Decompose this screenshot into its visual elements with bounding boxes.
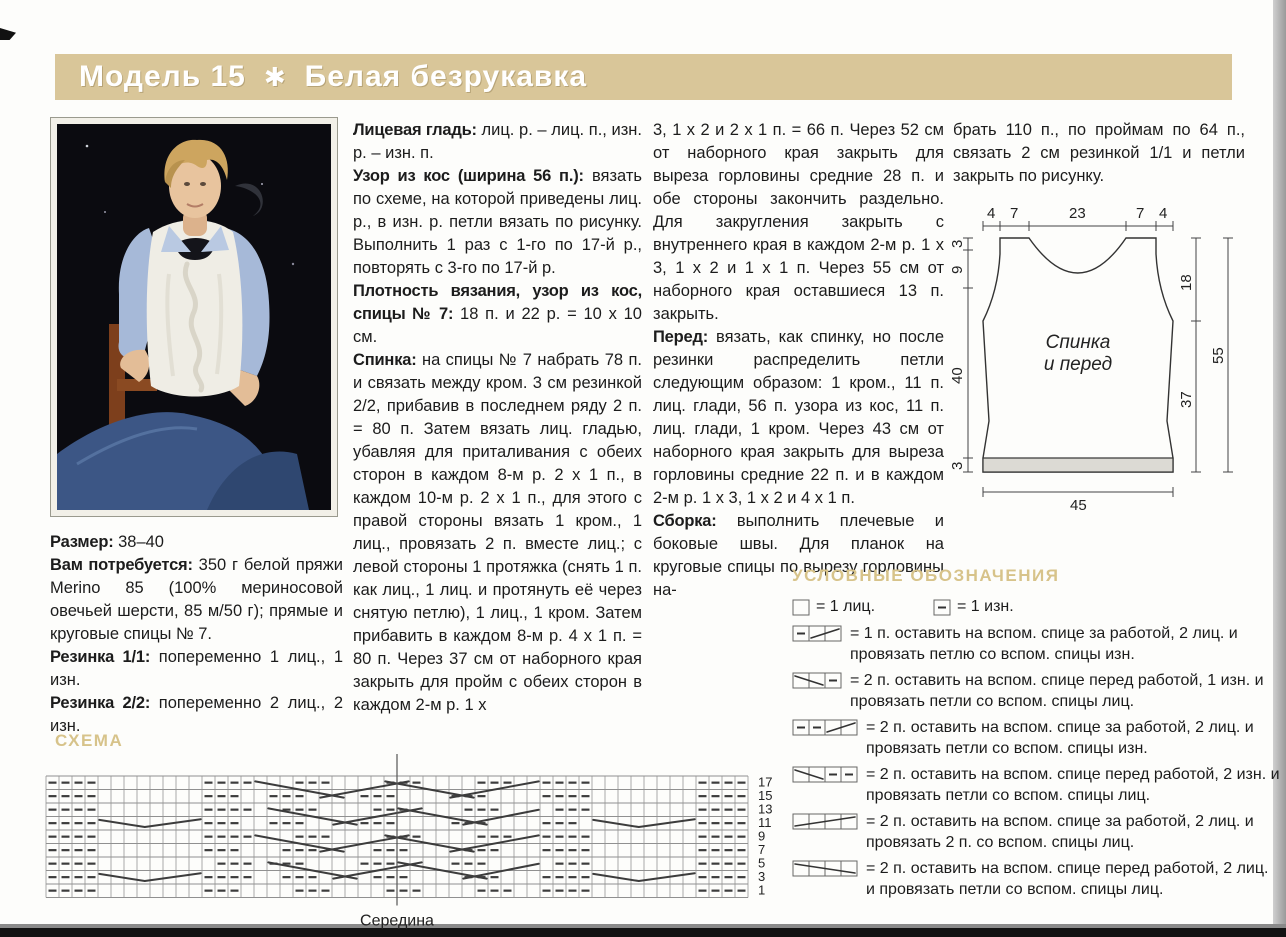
svg-text:1: 1: [758, 882, 766, 898]
page-title: Белая безрукавка: [304, 60, 588, 93]
svg-text:Середина: Середина: [360, 912, 434, 930]
knitting-chart: [44, 752, 782, 937]
text-paragraph: Вам потребуется: 350 г белой пряжи Merino 85 (100% мериносовой овечьей шерсти, 85 м/50 г); прямые и круговые спицы № 7.: [50, 556, 343, 643]
legend-symbol-c3b-icon: [792, 625, 842, 642]
legend-item-label: = 2 п. оставить на вспом. спице перед работой, 2 лиц. и провязать петли со вспом. спицы лиц.: [866, 860, 1269, 898]
dim-right-37: 37: [1178, 391, 1195, 408]
dim-right-18: 18: [1178, 274, 1195, 291]
legend-item: [792, 764, 1280, 806]
text-paragraph: Перед: вязать, как спинку, но после резинки распределить петли следующим образом: 1 кром., 11 п. лиц. глади, 56 п. узора из кос, 11 п. лиц. глади, 1 кром. Через 43 см от наборного края закрыть для выреза горловины средние 22 п. и в каждом 2-м р. 1 х 3, 1 х 2 и 4 х 1 п.: [653, 328, 944, 507]
svg-text:5: 5: [758, 855, 766, 871]
svg-text:11: 11: [758, 815, 772, 830]
text-paragraph: Резинка 1/1: попеременно 1 лиц., 1 изн.: [50, 648, 343, 689]
legend-symbol-c4fp-icon: [792, 766, 858, 783]
vest-label-line1: Спинка: [1045, 332, 1111, 353]
model-photo-illustration: [57, 124, 331, 510]
text-paragraph: Узор из кос (ширина 56 п.): вязать по схеме, на которой приведены лиц. р., в изн. р. петли вязать по рисунку. Выполнить 1 раз с 1-го по 17-й р., повторять с 3-го по 17-й р.: [353, 167, 642, 277]
legend-symbol-k1-icon: [792, 599, 810, 616]
vest-label-line2: и перед: [1043, 354, 1113, 375]
text-paragraph: брать 110 п., по проймам по 64 п., связать 2 см резинкой 1/1 и петли закрыть по рисунку.: [953, 121, 1245, 185]
svg-text:9: 9: [758, 828, 766, 844]
scan-corner-artifact: [0, 28, 16, 40]
legend-symbol-c4fk-icon: [792, 860, 858, 877]
text-paragraph: Спинка: на спицы № 7 набрать 78 п. и связать между кром. 3 см резинкой 2/2, прибавив в последнем ряду 2 п. = 80 п. Затем вязать лиц. гладью, убавляя для приталивания с обеих сторон в каждом 8-м р. 2 х 1 п., в каждом 10-м р. 2 х 1 п., для этого с правой стороны вязать 1 кром., 1 лиц., провязать 2 п. вместе лиц.; с левой стороны 1 протяжка (снять 1 п. как лиц., 1 лиц. и протянуть её через снятую петлю), 1 лиц., 1 кром. Затем прибавить в каждом 8-м р. 4 х 1 п. = 80 п. Через 37 см от наборного края закрыть для пройм с обеих сторон в каждом 2-м р. 1 х: [353, 351, 642, 714]
svg-text:17: 17: [758, 774, 773, 790]
column-materials: [50, 531, 343, 738]
text-paragraph: Сборка: выполнить плечевые и боковые швы. Для планок на круговые спицы по вырезу горловины на-: [653, 512, 944, 599]
model-photo-frame: [50, 117, 338, 517]
legend-title: УСЛОВНЫЕ ОБОЗНАЧЕНИЯ: [792, 566, 1060, 585]
dim-top: [983, 221, 1173, 231]
legend-item: [792, 670, 1280, 712]
legend-item-label: = 1 п. оставить на вспом. спице за работой, 2 лиц. и провязать петлю со вспом. спицы изн.: [850, 625, 1238, 663]
legend-simple-label: = 1 лиц.: [816, 598, 876, 615]
column-instructions-1: [353, 119, 642, 717]
svg-text:15: 15: [758, 788, 773, 803]
dim-top-3: 7: [1136, 205, 1145, 222]
text-paragraph: 3, 1 х 2 и 2 х 1 п. = 66 п. Через 52 см от наборного края закрыть для выреза горловины средние 28 п. и обе стороны закончить раздельно. Для закругления закрыть с внутреннего края в каждом 2-м р. 1 х 3, 1 х 2 и 1 х 1 п. Через 55 см от наборного края оставшиеся 13 п. закрыть.: [653, 121, 944, 323]
legend-item-label: = 2 п. оставить на вспом. спице за работой, 2 лиц. и провязать 2 п. со вспом. спицы лиц.: [866, 813, 1254, 851]
star-icon: ✱: [263, 61, 287, 92]
legend-item: [792, 623, 1280, 665]
svg-text:13: 13: [758, 801, 773, 817]
dim-left-3: 3: [949, 461, 966, 470]
dim-right-inner: [1191, 238, 1201, 472]
dim-right-55: 55: [1210, 347, 1227, 364]
legend-items: [792, 623, 1280, 900]
dim-bottom: [983, 487, 1173, 497]
chart-title: СХЕМА: [55, 731, 124, 750]
legend-simple-item: [933, 598, 1014, 616]
svg-text:7: 7: [758, 842, 766, 857]
legend-symbol-c4bk-icon: [792, 813, 858, 830]
text-paragraph: Лицевая гладь: лиц. р. – лиц. п., изн. р. – изн. п.: [353, 121, 642, 162]
legend-item: [792, 811, 1280, 853]
svg-text:3: 3: [758, 869, 766, 884]
vest-ribbing: [983, 458, 1173, 472]
legend-item: [792, 717, 1280, 759]
legend-item-label: = 2 п. оставить на вспом. спице перед работой, 1 изн. и провязать петли со вспом. спицы лиц.: [850, 672, 1264, 710]
legend-simple-label: = 1 изн.: [957, 598, 1014, 615]
dim-top-1: 7: [1010, 205, 1019, 222]
legend-symbol-c4bp-icon: [792, 719, 858, 736]
model-number: Модель 15: [79, 60, 246, 93]
dim-left-1: 9: [949, 265, 966, 274]
legend-simple-row: [792, 598, 1280, 616]
dim-top-4: 4: [1159, 205, 1168, 222]
dim-bottom-45: 45: [1070, 497, 1087, 514]
text-paragraph: Размер: 38–40: [50, 533, 164, 551]
dim-top-0: 4: [987, 205, 996, 222]
dim-top-2: 23: [1069, 205, 1086, 222]
legend-block: [792, 566, 1280, 905]
vest-schematic: [948, 196, 1280, 514]
legend-item: [792, 858, 1280, 900]
legend-item-label: = 2 п. оставить на вспом. спице за работой, 2 лиц. и провязать петли со вспом. спицы изн.: [866, 719, 1254, 757]
model-photo: [57, 124, 331, 510]
legend-symbol-p1-icon: [933, 599, 951, 616]
legend-item-label: = 2 п. оставить на вспом. спице перед работой, 2 изн. и провязать петли со вспом. спицы лиц.: [866, 766, 1280, 804]
dim-left-2: 40: [949, 367, 966, 384]
dim-left-0: 3: [949, 239, 966, 248]
legend-simple-item: [792, 598, 875, 616]
column-instructions-2: [653, 119, 944, 602]
page-header: [55, 54, 1232, 100]
column-instructions-3: [953, 119, 1245, 188]
text-paragraph: Плотность вязания, узор из кос, спицы № 7: 18 п. и 22 р. = 10 х 10 см.: [353, 282, 642, 346]
legend-symbol-c3f-icon: [792, 672, 842, 689]
text-paragraph: Резинка 2/2: попеременно 2 лиц., 2 изн.: [50, 694, 343, 735]
